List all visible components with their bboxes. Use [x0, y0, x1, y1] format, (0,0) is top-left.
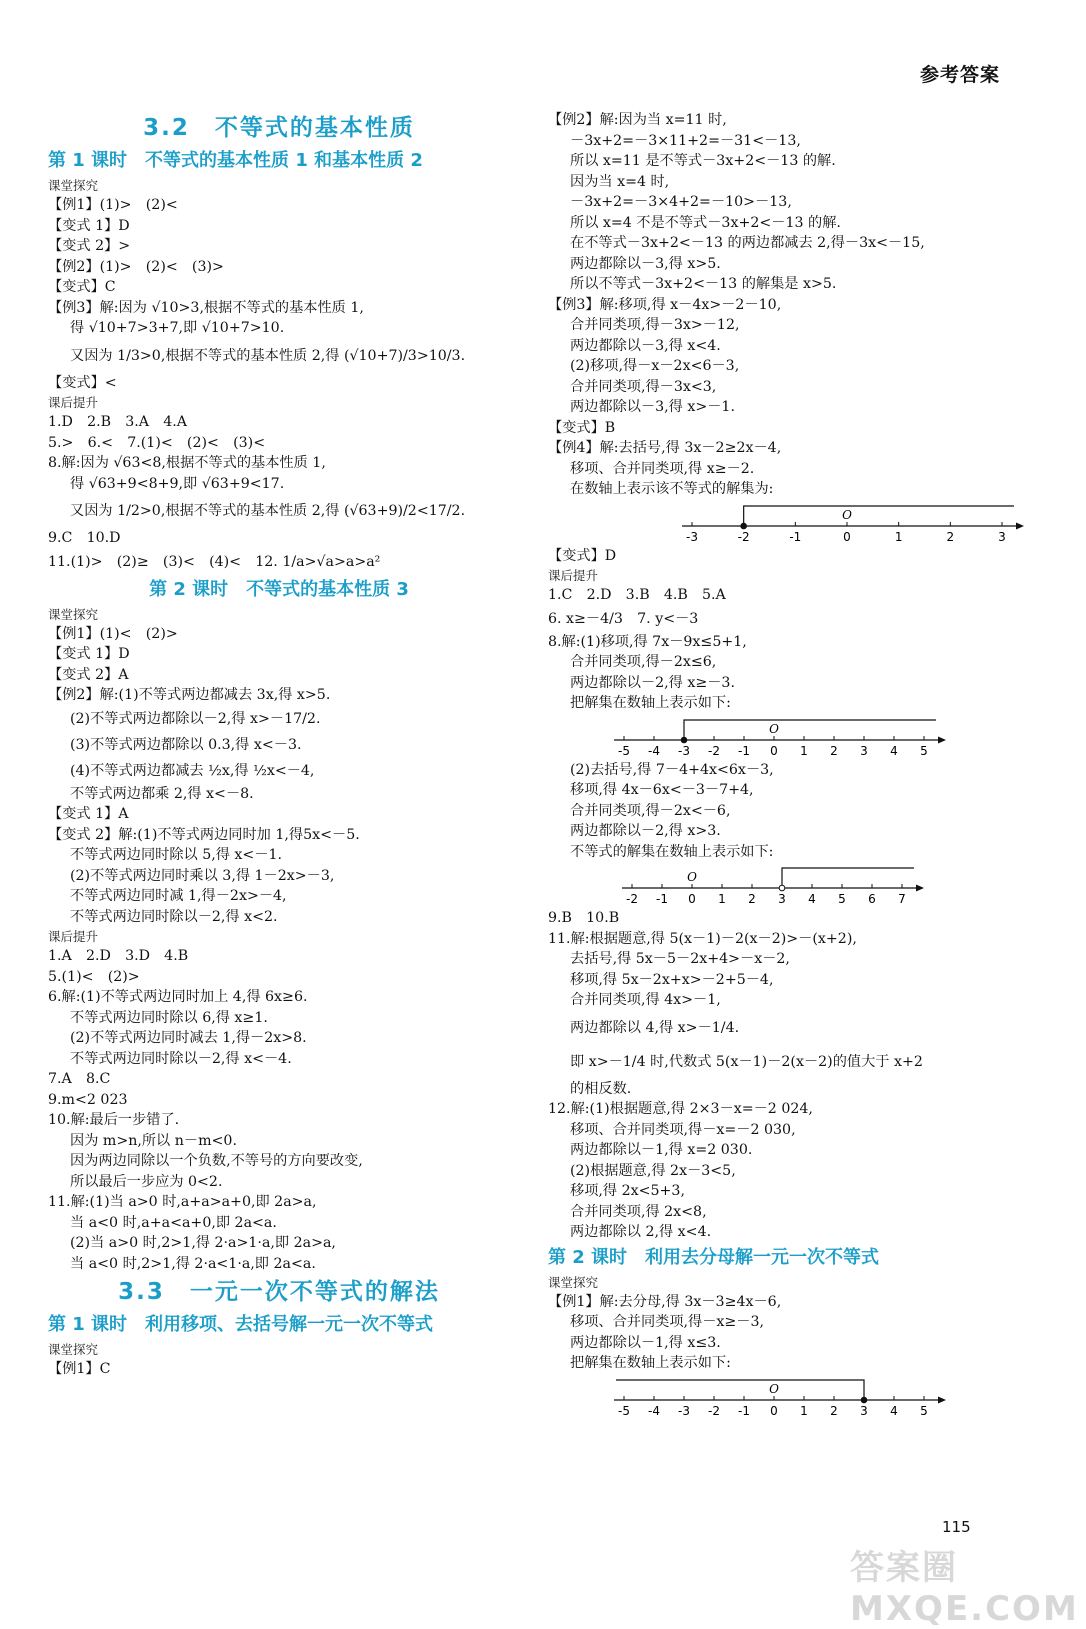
solution-ray — [684, 720, 936, 740]
text-line: 因为当 x=4 时, — [570, 173, 670, 190]
text-line: 【例2】解:(1)不等式两边都减去 3x,得 x>5. — [48, 687, 331, 703]
subsection-label: 课后提升 — [548, 568, 599, 583]
text-line: 【变式 2】> — [48, 238, 131, 254]
axis-tick-label: -1 — [738, 1403, 750, 1418]
text-line: 因为两边同除以一个负数,不等号的方向要改变, — [70, 1153, 363, 1169]
axis-tick-label: -4 — [648, 1403, 660, 1418]
axis-tick-label: 4 — [890, 743, 898, 758]
text-line: 【变式】< — [48, 374, 117, 391]
section-title: 3.2 不等式的基本性质 — [143, 115, 415, 141]
axis-tick-label: -1 — [656, 892, 668, 906]
text-line: (2)不等式两边同时减去 1,得－2x>8. — [70, 1030, 307, 1046]
text-line: 不等式两边都乘 2,得 x<－8. — [70, 785, 254, 802]
text-line: 把解集在数轴上表示如下: — [570, 695, 731, 711]
text-line: 两边都除以－3,得 x>－1. — [570, 399, 735, 415]
text-line: 【例1】C — [48, 1361, 111, 1377]
left-column — [48, 110, 510, 1380]
text-line: 11.解:(1)当 a>0 时,a+a>a+0,即 2a>a, — [48, 1194, 317, 1210]
number-line — [548, 862, 1018, 908]
axis-tick-label: 2 — [748, 892, 756, 906]
text-line: 合并同类项,得 4x>－1, — [570, 992, 721, 1008]
text-line: 去括号,得 5x－5－2x+4>－x－2, — [570, 951, 790, 967]
text-line: 又因为 1/3>0,根据不等式的基本性质 2,得 (√10+7)/3>10/3. — [70, 347, 466, 364]
number-line-svg — [548, 714, 960, 760]
text-line: 9.B 10.B — [548, 910, 620, 926]
axis-tick-label: 5 — [920, 743, 928, 758]
text-line: 【变式 2】A — [48, 666, 129, 683]
text-line: 8.解:(1)移项,得 7x－9x≤5+1, — [548, 633, 747, 650]
axis-arrow — [1016, 522, 1024, 529]
text-line: 移项、合并同类项,得－x≥－3, — [570, 1314, 764, 1330]
text-line: 不等式两边同时除以 6,得 x≥1. — [70, 1009, 268, 1026]
text-line: 的相反数. — [570, 1080, 632, 1097]
text-line: 所以 x=4 不是不等式－3x+2<－13 的解. — [570, 214, 841, 231]
text-line: 【例3】解:因为 √10>3,根据不等式的基本性质 1, — [48, 299, 364, 316]
text-line: －3x+2=－3×11+2=－31<－13, — [570, 132, 801, 149]
axis-tick-label: 3 — [998, 529, 1006, 544]
lesson-title: 第 2 课时 利用去分母解一元一次不等式 — [548, 1246, 880, 1268]
axis-tick-label: 3 — [860, 1403, 868, 1418]
axis-tick-label: -3 — [678, 743, 690, 758]
text-line: 【变式】B — [548, 419, 616, 436]
watermark: 答案圈 MXQE.COM — [850, 1548, 1079, 1629]
text-line: 所以不等式－3x+2<－13 的解集是 x>5. — [570, 276, 837, 292]
axis-tick-label: -4 — [648, 743, 660, 758]
text-line: －3x+2=－3×4+2=－10>－13, — [570, 194, 792, 210]
text-line: 12.解:(1)根据题意,得 2×3－x=－2 024, — [548, 1101, 813, 1117]
number-line-svg — [548, 1374, 960, 1420]
axis-tick-label: 0 — [688, 892, 696, 906]
text-line: 1.C 2.D 3.B 4.B 5.A — [548, 587, 726, 603]
text-line: 【变式】C — [48, 279, 116, 295]
text-line: 当 a<0 时,a+a<a+0,即 2a<a. — [70, 1214, 277, 1231]
text-line: 1.A 2.D 3.D 4.B — [48, 948, 189, 964]
text-line: 因为 m>n,所以 n－m<0. — [70, 1132, 237, 1149]
axis-tick-label: 0 — [770, 1403, 778, 1418]
text-line: (2)不等式两边都除以－2,得 x>－17/2. — [70, 710, 321, 727]
number-line-svg — [548, 500, 1038, 546]
axis-tick-label: -2 — [708, 1403, 720, 1418]
axis-tick-label: 1 — [800, 1403, 808, 1418]
text-line: 【例1】(1)> (2)< — [48, 197, 178, 213]
number-line — [548, 714, 1018, 760]
number-line-svg — [548, 862, 938, 908]
text-line: 不等式两边同时减 1,得－2x>－4, — [70, 888, 287, 904]
endpoint-dot — [681, 737, 687, 743]
axis-origin-label: O — [769, 721, 779, 736]
text-line: 两边都除以－2,得 x≥－3. — [570, 674, 735, 691]
axis-arrow — [916, 885, 924, 892]
text-line: 两边都除以－3,得 x<4. — [570, 337, 721, 354]
text-line: 把解集在数轴上表示如下: — [570, 1355, 731, 1371]
solution-ray — [616, 1380, 864, 1400]
subsection-label: 课后提升 — [48, 395, 99, 410]
axis-arrow — [938, 1396, 946, 1403]
text-line: 【例2】(1)> (2)< (3)> — [48, 258, 224, 275]
text-line: 移项,得 5x－2x+x>－2+5－4, — [570, 971, 774, 988]
number-line — [548, 1374, 1018, 1420]
axis-tick-label: 0 — [770, 743, 778, 758]
text-line: 两边都除以－3,得 x>5. — [570, 255, 721, 272]
page-header-title: 参考答案 — [919, 64, 1000, 86]
text-line: 两边都除以－2,得 x>3. — [570, 823, 721, 839]
axis-tick-label: -3 — [686, 529, 698, 544]
text-line: 【变式】D — [548, 547, 617, 564]
text-line: 所以 x=11 是不等式－3x+2<－13 的解. — [570, 153, 836, 169]
text-line: (2)根据题意,得 2x－3<5, — [570, 1162, 736, 1179]
text-line: 移项、合并同类项,得 x≥－2. — [570, 460, 755, 477]
axis-tick-label: 1 — [894, 529, 903, 544]
text-line: (4)不等式两边都减去 ½x,得 ½x<－4, — [70, 762, 315, 779]
axis-tick-label: -2 — [708, 743, 720, 758]
axis-tick-label: 6 — [868, 892, 876, 906]
text-line: 所以最后一步应为 0<2. — [70, 1173, 223, 1190]
text-line: 8.解:因为 √63<8,根据不等式的基本性质 1, — [48, 455, 326, 471]
subsection-label: 课后提升 — [48, 929, 99, 944]
subsection-label: 课堂探究 — [48, 606, 99, 622]
text-line: 不等式两边同时除以－2,得 x<－4. — [70, 1050, 292, 1067]
text-line: (2)移项,得－x－2x<6－3, — [570, 358, 740, 374]
text-line: 5.> 6.< 7.(1)< (2)< (3)< — [48, 434, 266, 451]
endpoint-dot — [861, 1397, 867, 1403]
section-title: 3.3 一元一次不等式的解法 — [118, 1279, 440, 1305]
axis-arrow — [938, 736, 946, 743]
axis-tick-label: -2 — [626, 892, 638, 906]
text-line: 【例1】(1)< (2)> — [48, 625, 178, 642]
text-line: 【变式 1】A — [48, 806, 129, 822]
text-line: 11.(1)> (2)≥ (3)< (4)< 12. 1/a>√a>a>a² — [48, 553, 381, 570]
text-line: 在数轴上表示该不等式的解集为: — [570, 481, 774, 497]
axis-origin-label: O — [769, 1381, 779, 1396]
text-line: 两边都除以－1,得 x=2 030. — [570, 1142, 753, 1158]
text-line: 【例4】解:去括号,得 3x－2≥2x－4, — [548, 440, 782, 456]
text-line: 9.C 10.D — [48, 530, 121, 546]
axis-tick-label: 5 — [838, 892, 846, 906]
text-line: 又因为 1/2>0,根据不等式的基本性质 2,得 (√63+9)/2<17/2. — [70, 503, 466, 519]
text-line: 6. x≥－4/3 7. y<－3 — [548, 610, 699, 627]
solution-ray — [782, 868, 914, 888]
axis-tick-label: -1 — [789, 529, 802, 544]
axis-tick-label: -3 — [678, 1403, 690, 1418]
subsection-label: 课堂探究 — [548, 1274, 599, 1290]
axis-tick-label: 1 — [800, 743, 808, 758]
axis-tick-label: 2 — [830, 743, 838, 758]
axis-tick-label: -5 — [618, 743, 630, 758]
right-column — [548, 110, 1018, 1420]
axis-tick-label: -5 — [618, 1403, 630, 1418]
axis-tick-label: 2 — [830, 1403, 838, 1418]
axis-tick-label: 4 — [808, 892, 816, 906]
axis-tick-label: 2 — [946, 529, 955, 544]
text-line: 【变式 1】D — [48, 217, 130, 234]
axis-origin-label: O — [687, 870, 697, 884]
text-line: 两边都除以 4,得 x>－1/4. — [570, 1019, 740, 1036]
text-line: 两边都除以 2,得 x<4. — [570, 1224, 712, 1240]
subsection-label: 课堂探究 — [48, 1342, 99, 1357]
text-line: 【例2】解:因为当 x=11 时, — [548, 112, 727, 128]
text-line: 5.(1)< (2)> — [48, 968, 140, 985]
axis-tick-label: 5 — [920, 1403, 928, 1418]
text-line: (2)不等式两边同时乘以 3,得 1－2x>－3, — [70, 867, 335, 884]
subsection-label: 课堂探究 — [48, 178, 99, 193]
axis-tick-label: 0 — [843, 529, 851, 544]
endpoint-dot — [741, 523, 747, 529]
lesson-title: 第 2 课时 不等式的基本性质 3 — [149, 578, 409, 600]
axis-tick-label: -1 — [738, 743, 750, 758]
axis-tick-label: 1 — [718, 892, 726, 906]
text-line: (3)不等式两边都除以 0.3,得 x<－3. — [70, 736, 302, 753]
text-line: 移项,得 4x－6x<－3－7+4, — [570, 782, 754, 798]
lesson-title: 第 1 课时 不等式的基本性质 1 和基本性质 2 — [48, 150, 423, 171]
text-line: 【例3】解:移项,得 x－4x>－2－10, — [548, 296, 782, 313]
axis-tick-label: 3 — [860, 743, 868, 758]
text-line: (2)当 a>0 时,2>1,得 2·a>1·a,即 2a>a, — [70, 1235, 336, 1251]
text-line: 不等式的解集在数轴上表示如下: — [570, 843, 774, 860]
text-line: 两边都除以－1,得 x≤3. — [570, 1334, 721, 1351]
text-line: 移项、合并同类项,得－x=－2 030, — [570, 1121, 796, 1138]
endpoint-dot — [779, 885, 785, 891]
text-line: 【变式 2】解:(1)不等式两边同时加 1,得5x<－5. — [48, 826, 360, 843]
axis-tick-label: 4 — [890, 1403, 898, 1418]
text-line: 【例1】解:去分母,得 3x－3≥4x－6, — [548, 1293, 782, 1310]
text-line: 7.A 8.C — [48, 1071, 111, 1087]
text-line: 得 √10+7>3+7,即 √10+7>10. — [70, 320, 285, 336]
solution-ray — [744, 506, 1014, 526]
text-line: 当 a<0 时,2>1,得 2·a<1·a,即 2a<a. — [70, 1255, 316, 1272]
text-line: 6.解:(1)不等式两边同时加上 4,得 6x≥6. — [48, 989, 308, 1005]
text-line: 合并同类项,得 2x<8, — [570, 1203, 707, 1220]
text-line: 10.解:最后一步错了. — [48, 1112, 180, 1128]
page-number: 115 — [942, 1518, 971, 1536]
text-line: 11.解:根据题意,得 5(x－1)－2(x－2)>－(x+2), — [548, 930, 857, 947]
text-line: 合并同类项,得－2x<－6, — [570, 802, 731, 819]
text-line: (2)去括号,得 7－4+4x<6x－3, — [570, 761, 774, 778]
text-line: 不等式两边同时除以－2,得 x<2. — [70, 908, 278, 925]
text-line: 【变式 1】D — [48, 646, 130, 662]
text-line: 不等式两边同时除以 5,得 x<－1. — [70, 847, 283, 863]
text-line: 9.m<2 023 — [48, 1091, 128, 1108]
text-line: 合并同类项,得－3x<3, — [570, 378, 717, 395]
axis-tick-label: 7 — [898, 892, 906, 906]
text-line: 合并同类项,得－3x>－12, — [570, 317, 740, 333]
axis-origin-label: O — [842, 507, 852, 522]
lesson-title: 第 1 课时 利用移项、去括号解一元一次不等式 — [48, 1314, 434, 1335]
text-line: 得 √63+9<8+9,即 √63+9<17. — [70, 475, 285, 492]
text-line: 在不等式－3x+2<－13 的两边都减去 2,得－3x<－15, — [570, 235, 925, 251]
text-line: 合并同类项,得－2x≤6, — [570, 654, 717, 670]
text-line: 移项,得 2x<5+3, — [570, 1183, 685, 1199]
axis-tick-label: -2 — [737, 529, 750, 544]
number-line — [548, 500, 1018, 546]
text-line: 即 x>－1/4 时,代数式 5(x－1)－2(x－2)的值大于 x+2 — [570, 1053, 923, 1070]
axis-tick-label: 3 — [778, 892, 786, 906]
text-line: 1.D 2.B 3.A 4.A — [48, 414, 188, 430]
